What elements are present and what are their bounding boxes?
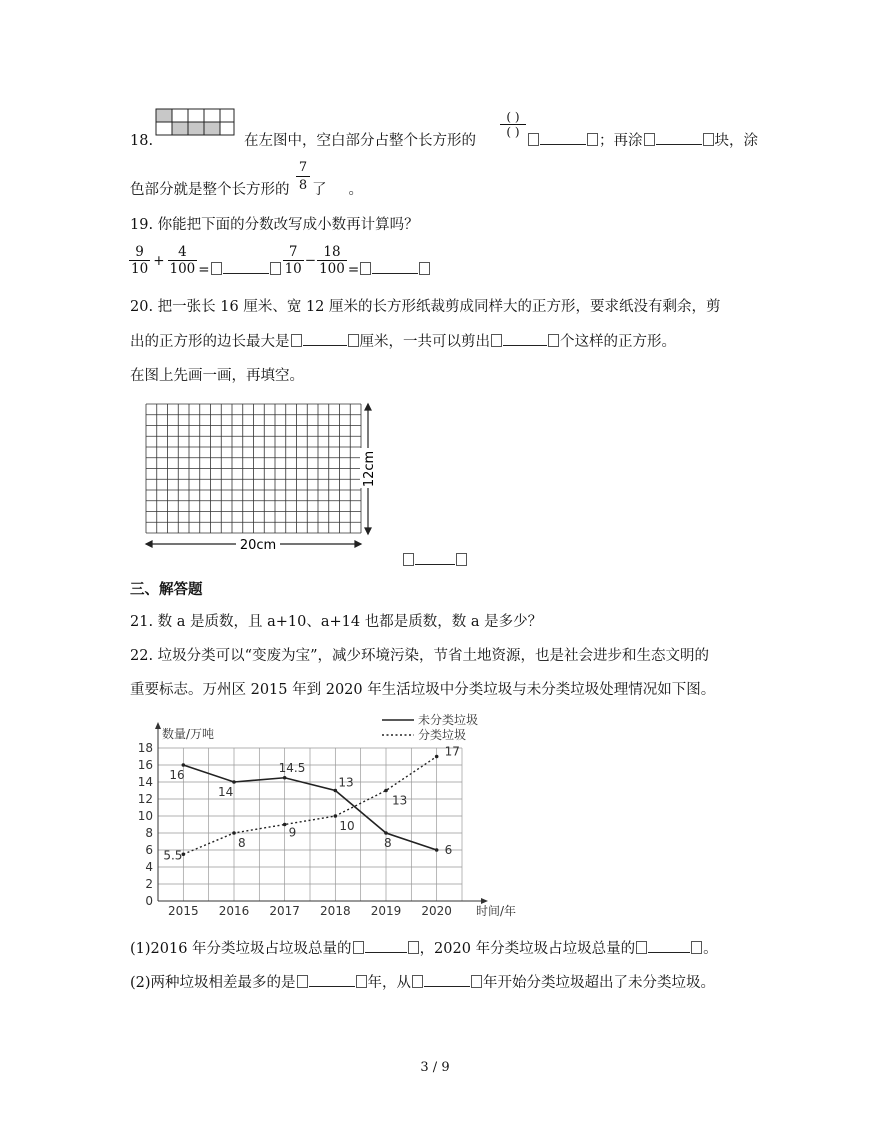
answer-box <box>703 133 714 146</box>
answer-box <box>528 133 539 146</box>
q20-line2-a: 出的正方形的边长最大是 <box>130 334 290 350</box>
legend-entry: 未分类垃圾 <box>418 713 479 727</box>
q22-sub2-a: (2)两种垃圾相差最多的是 <box>130 975 296 991</box>
x-tick-label: 2015 <box>168 904 199 918</box>
data-point <box>182 763 186 767</box>
x-tick-label: 2020 <box>421 904 452 918</box>
q22-sub2-b: 年，从 <box>367 975 412 991</box>
arrow-up-icon <box>365 404 371 410</box>
q20-grid-lines <box>146 404 361 533</box>
answer-box <box>403 553 414 566</box>
data-point <box>435 848 439 852</box>
grid-height-label: 12cm <box>362 450 377 488</box>
y-tick-label: 18 <box>137 741 153 755</box>
q20-line2-b: 厘米，一共可以剪出 <box>359 334 490 350</box>
q18-cell-shaded <box>204 122 220 135</box>
answer-box <box>412 975 423 988</box>
q19-fraction-4-100: $\frac{4}{100}$ <box>169 244 196 277</box>
data-point <box>232 831 236 835</box>
q22-answer-blank-2[interactable] <box>648 952 690 953</box>
q18-cell-white <box>156 122 172 135</box>
q18-fraction2-numerator: 7 <box>298 160 308 175</box>
q19-expressions <box>128 244 431 278</box>
q19-fraction-7-10: $\frac{7}{10}$ <box>284 244 302 277</box>
q19-answer-blank-1[interactable] <box>223 273 269 274</box>
q18-text-a: 在左图中，空白部分占整个长方形的 <box>244 133 476 149</box>
answer-box <box>491 334 502 347</box>
equals-sign: = <box>347 262 360 278</box>
q22-sub1-c: 。 <box>703 941 718 957</box>
q22-line2: 重要标志。万州区 2015 年到 2020 年生活垃圾中分类垃圾与未分类垃圾处理情况如下图。 <box>130 682 716 698</box>
answer-box <box>471 975 482 988</box>
answer-box <box>456 553 467 566</box>
q19-answer-blank-2[interactable] <box>372 273 418 274</box>
q18-cell-white <box>172 109 188 122</box>
q22-sub1-b: ，2020 年分类垃圾占垃圾总量的 <box>419 941 636 957</box>
data-point <box>283 776 287 780</box>
data-label: 6 <box>444 843 453 857</box>
q18-cell-shaded <box>156 109 172 122</box>
data-point <box>283 823 287 827</box>
answer-box <box>297 975 308 988</box>
data-label: 14.5 <box>278 760 306 775</box>
data-label: 5.5 <box>163 848 183 863</box>
arrow-down-icon <box>365 528 371 534</box>
arrow-right-icon <box>355 541 361 547</box>
y-tick-label: 14 <box>137 775 153 789</box>
answer-box <box>548 334 559 347</box>
q20-answer-blank-3[interactable] <box>415 564 455 565</box>
answer-box <box>408 941 419 954</box>
data-point <box>384 789 388 793</box>
answer-box <box>291 334 302 347</box>
answer-box <box>356 975 367 988</box>
q18-cell-white <box>204 109 220 122</box>
data-label: 10 <box>339 819 355 833</box>
q18-answer-blank-2[interactable] <box>656 144 702 145</box>
y-axis-label: 数量/万吨 <box>162 727 215 741</box>
x-tick-label: 2016 <box>218 904 250 918</box>
data-point <box>232 780 236 784</box>
data-point <box>435 755 439 759</box>
y-tick-label: 6 <box>145 843 153 857</box>
answer-box <box>644 133 655 146</box>
q18-cell-white <box>188 109 204 122</box>
grid-width-label: 20cm <box>239 538 277 553</box>
answer-box <box>419 262 430 275</box>
q22-answer-blank-4[interactable] <box>424 986 470 987</box>
chart-legend <box>382 712 478 742</box>
data-label: 16 <box>169 768 185 782</box>
data-label: 13 <box>392 793 408 808</box>
answer-box <box>691 941 702 954</box>
equals-sign: = <box>198 262 210 278</box>
answer-box <box>348 334 359 347</box>
q20-line1: 20. 把一张长 16 厘米、宽 12 厘米的长方形纸裁剪成同样大的正方形，要求纸没有剩余，剪 <box>130 299 721 315</box>
q18-fraction-denominator: ( ) <box>506 125 520 139</box>
arrow-left-icon <box>146 541 152 547</box>
legend-entry: 分类垃圾 <box>418 728 467 742</box>
garbage-line-chart <box>130 712 517 922</box>
q20-line3: 在图上先画一画，再填空。 <box>130 368 304 384</box>
q19-fraction-18-100: $\frac{18}{100}$ <box>319 244 345 277</box>
page-number: 3 / 9 <box>420 1060 450 1075</box>
y-tick-label: 16 <box>137 758 153 772</box>
q18-rectangle-figure <box>155 107 235 139</box>
q22-sub1-a: (1)2016 年分类垃圾占垃圾总量的 <box>130 941 352 957</box>
y-tick-label: 4 <box>145 860 153 874</box>
data-label: 9 <box>288 825 297 840</box>
y-axis-arrow-icon <box>155 722 161 729</box>
q19-fraction-9-10: $\frac{9}{10}$ <box>131 244 149 277</box>
q18-fraction-numerator: ( ) <box>500 110 526 125</box>
q21-text: 21. 数 a 是质数，且 a+10、a+14 也都是质数，数 a 是多少？ <box>130 614 543 630</box>
q20-grid-figure <box>140 398 390 558</box>
q22-answer-blank-1[interactable] <box>365 952 407 953</box>
answer-box <box>270 262 281 275</box>
y-tick-label: 8 <box>145 826 153 840</box>
data-label: 13 <box>338 775 354 790</box>
y-tick-label: 10 <box>137 809 153 823</box>
data-label: 8 <box>384 836 392 850</box>
q18-cell-shaded <box>188 122 204 135</box>
answer-box <box>636 941 647 954</box>
chart-grid <box>158 748 462 901</box>
plus-sign: + <box>153 252 165 269</box>
q20-answer-blank-1[interactable] <box>303 345 347 346</box>
q22-answer-blank-3[interactable] <box>309 986 355 987</box>
q18-line2-text: 色部分就是整个长方形的 <box>130 182 290 198</box>
x-tick-label: 2019 <box>370 904 402 918</box>
q20-answer-blank-2[interactable] <box>503 345 547 346</box>
y-tick-label: 0 <box>145 894 153 908</box>
q18-fraction2-denominator: 8 <box>296 176 310 194</box>
x-axis-label: 时间/年 <box>476 904 517 918</box>
x-tick-label: 2017 <box>269 904 300 918</box>
answer-box <box>360 262 371 275</box>
data-label: 8 <box>238 836 246 850</box>
q18-text-c: 块，涂 <box>714 133 758 149</box>
q18-text-b: ；再涂 <box>599 133 643 149</box>
q22-sub2-c: 年开始分类垃圾超出了未分类垃圾。 <box>483 975 716 991</box>
chart-labels <box>163 745 460 863</box>
y-tick-label: 2 <box>145 877 153 891</box>
q18-fraction <box>500 110 526 139</box>
q18-line2-period: 。 <box>348 182 363 198</box>
q18-fraction-seven-eighths <box>296 159 310 194</box>
y-tick-label: 12 <box>137 792 153 806</box>
answer-box <box>587 133 598 146</box>
data-label: 14 <box>218 785 234 799</box>
section-title: 三、解答题 <box>130 581 203 598</box>
q18-number: 18. <box>130 133 154 149</box>
q18-cell-shaded <box>172 122 188 135</box>
q18-line2-le: 了 <box>312 182 327 198</box>
data-point <box>384 831 388 835</box>
q19-title: 19. 你能把下面的分数改写成小数再计算吗？ <box>130 217 419 233</box>
answer-box <box>353 941 364 954</box>
data-label: 17 <box>444 744 460 759</box>
q20-line2-c: 个这样的正方形。 <box>560 334 676 350</box>
data-point <box>334 814 338 818</box>
x-tick-label: 2018 <box>320 904 351 918</box>
minus-sign: − <box>304 252 317 269</box>
answer-box <box>211 262 222 275</box>
q18-answer-blank-1[interactable] <box>540 144 586 145</box>
data-point <box>334 789 338 793</box>
q22-line1: 22. 垃圾分类可以“变废为宝”，减少环境污染，节省土地资源，也是社会进步和生态文明的 <box>130 648 709 664</box>
